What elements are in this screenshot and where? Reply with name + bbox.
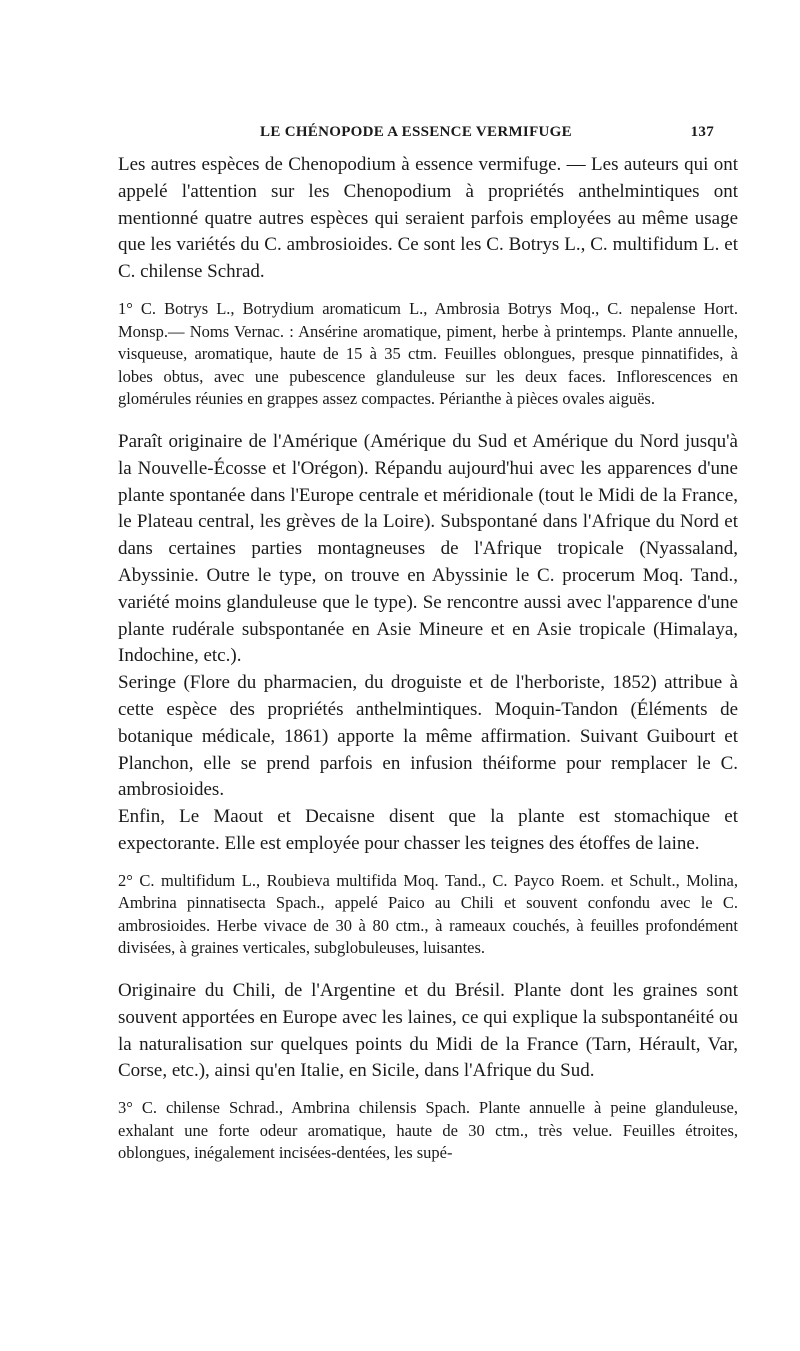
paragraph-multifidum-origin: Originaire du Chili, de l'Argentine et du Brésil. Plante dont les graines sont souvent apportées en Europe avec les laines, ce qui explique la subspontanéité ou la naturalisation sur quelques points du Midi de la France (Tarn, Hérault, Var, Corse, etc.), ainsi qu'en Italie, en Sicile, dans l'Afrique du Sud. (118, 980, 738, 1082)
paragraph-botrys-origin: Paraît originaire de l'Amérique (Amérique du Sud et Amérique du Nord jusqu'à la Nouvelle-Écosse et l'Orégon). Répandu aujourd'hui avec les apparences d'une plante spontanée dans l'Europe centrale et méridionale (tout le Midi de la France, le Plateau central, les grèves de la Loire). Subspontané dans l'Afrique du Nord et dans certaines parties montagneuses de l'Afrique tropicale (Nyassaland, Abyssinie. Outre le type, on trouve en Abyssinie le C. procerum Moq. Tand., variété moins glanduleuse que le type). Se rencontre aussi avec l'apparence d'une plante rudérale subspontanée en Asie Mineure et en Asie tropicale (Himalaya, Indochine, etc.). (118, 430, 738, 667)
paragraph-c-chilense: 3° C. chilense Schrad., Ambrina chilensis Spach. Plante annuelle à peine glanduleuse, exhalant une forte odeur aromatique, haute de 30 ctm., très velue. Feuilles étroites, oblongues, inégalement incisées-dentées, les supé- (118, 1098, 738, 1163)
paragraph-le-maout: Enfin, Le Maout et Decaisne disent que la plante est stomachique et expectorante. Elle est employée pour chasser les teignes des étoffes de laine. (118, 806, 738, 854)
paragraph-other-species: Les autres espèces de Chenopodium à essence vermifuge. — Les auteurs qui ont appelé l'attention sur les Chenopodium à propriétés anthelmintiques ont mentionné quatre autres espèces qui seraient parfois employées au même usage que les variétés du C. ambrosioides. Ce sont les C. Botrys L., C. multifidum L. et C. chilense Schrad. (118, 154, 738, 283)
page-number: 137 (690, 124, 714, 140)
running-header (118, 124, 714, 146)
paragraph-c-multifidum: 2° C. multifidum L., Roubieva multifida Moq. Tand., C. Payco Roem. et Schult., Molina, Ambrina pinnatisecta Spach., appelé Paico au Chili et souvent confondu avec le C. ambrosioides. Herbe vivace de 30 à 80 ctm., à rameaux couchés, à feuilles profondément divisées, à graines verticales, subglobuleuses, luisantes. (118, 870, 738, 958)
paragraph-seringe: Seringe (Flore du pharmacien, du droguiste et de l'herboriste, 1852) attribue à cette espèce des propriétés anthelmintiques. Moquin-Tandon (Éléments de botanique médicale, 1861) apporte la même affirmation. Suivant Guibourt et Planchon, elle se prend parfois en infusion théiforme pour remplacer le C. ambrosioides. (118, 672, 738, 801)
running-title: LE CHÉNOPODE A ESSENCE VERMIFUGE (260, 124, 572, 140)
page-body (118, 152, 738, 1165)
paragraph-c-botrys: 1° C. Botrys L., Botrydium aromaticum L., Ambrosia Botrys Moq., C. nepalense Hort. Monsp.— Noms Vernac. : Ansérine aromatique, piment, herbe à printemps. Plante annuelle, visqueuse, aromatique, haute de 15 à 35 ctm. Feuilles oblongues, presque pinnatifides, à lobes obtus, avec une pubescence glanduleuse sur les deux faces. Inflorescences en glomérules réunies en grappes assez compactes. Périanthe à pièces ovales aiguës. (118, 298, 738, 409)
